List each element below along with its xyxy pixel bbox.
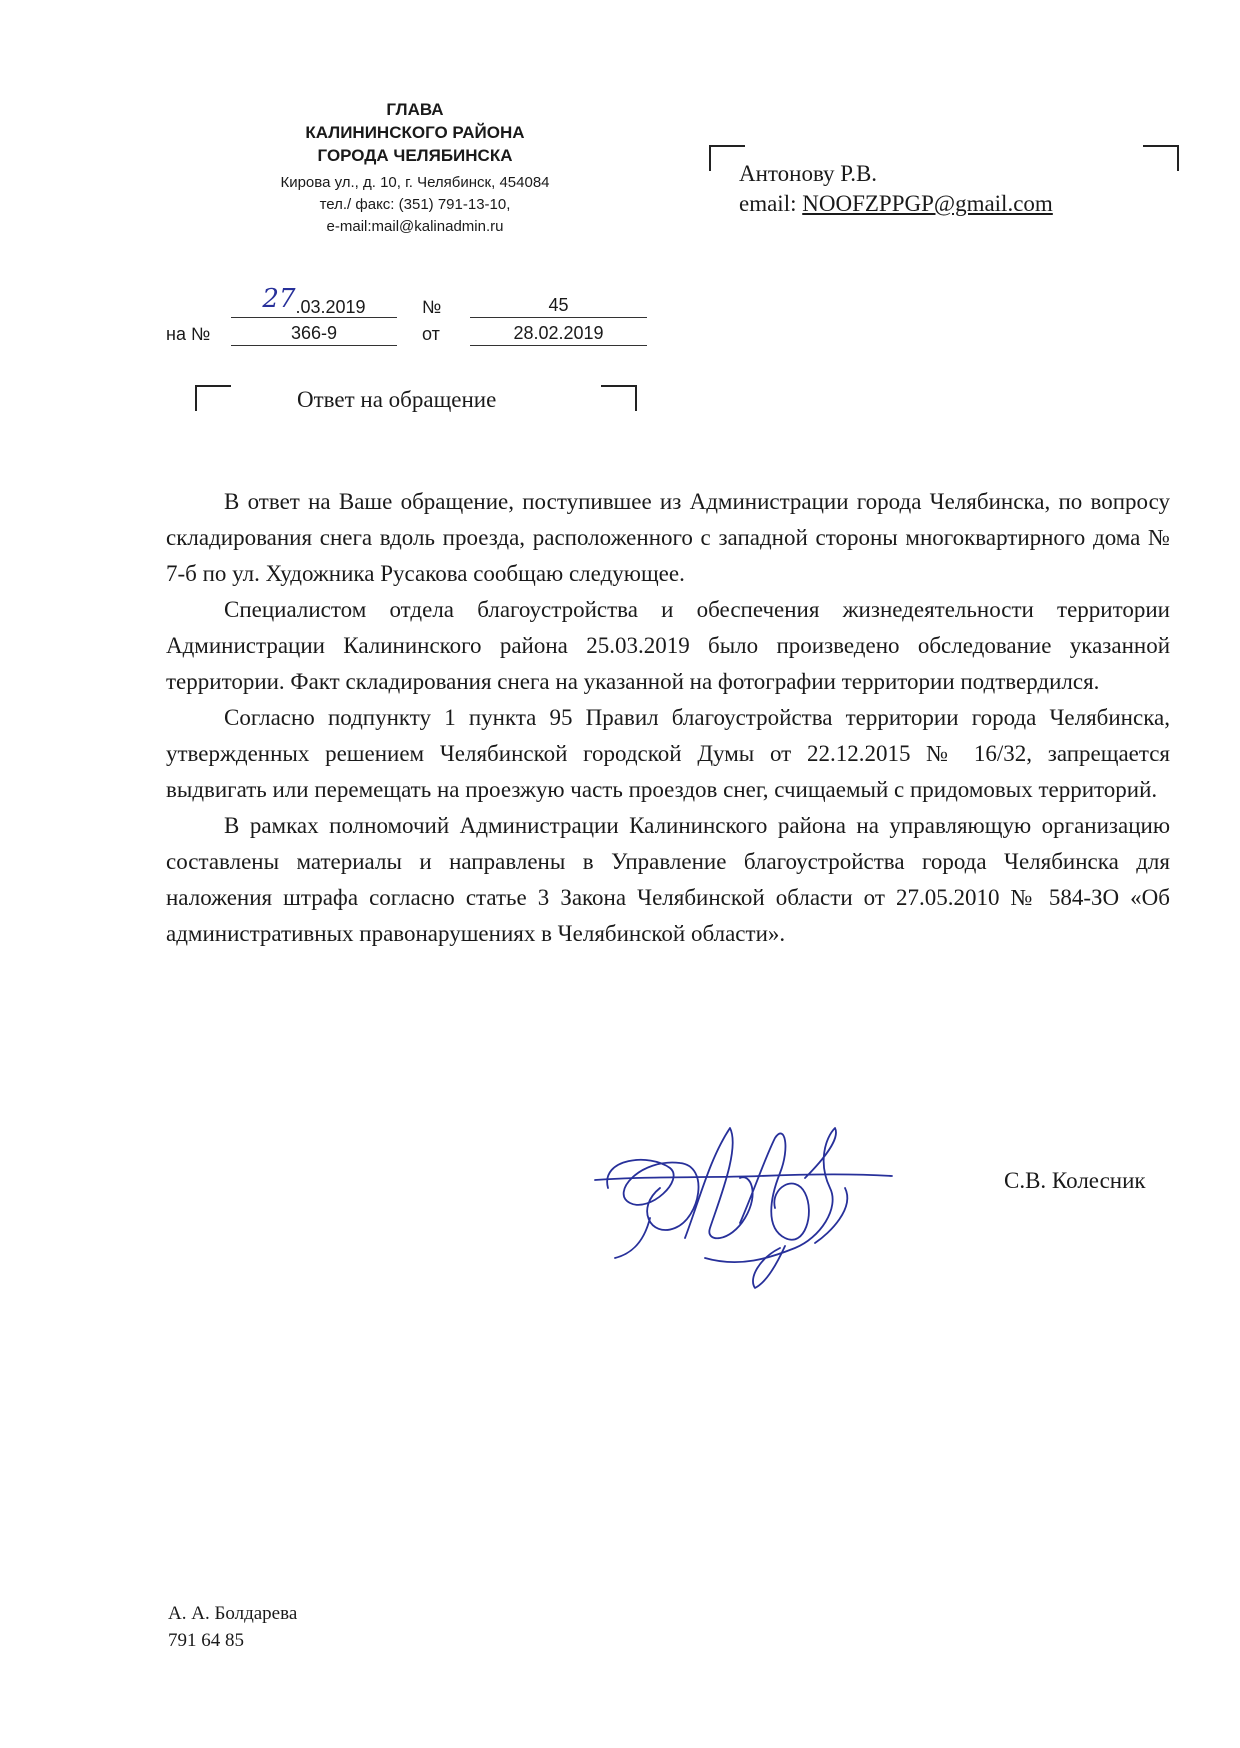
signature-stroke: [615, 1218, 650, 1258]
executor-block: [168, 1600, 297, 1654]
signature-stroke: [607, 1160, 698, 1230]
letterhead: [215, 98, 615, 238]
corner-mark-top-left: [195, 385, 231, 411]
letterhead-org-line3: ГОРОДА ЧЕЛЯБИНСКА: [317, 146, 513, 165]
letterhead-contact: [215, 172, 615, 238]
recipient-email-label: email:: [739, 191, 797, 216]
signature-stroke: [685, 1128, 753, 1238]
letterhead-org-line2: КАЛИНИНСКОГО РАЙОНА: [305, 123, 525, 142]
reg-ref-label: на №: [166, 324, 211, 344]
handwritten-signature: [590, 1118, 900, 1298]
recipient-name: Антонову Р.В.: [739, 161, 878, 186]
body-paragraph: Специалистом отдела благоустройства и обеспечения жизнедеятельности территории Администрации Калининского района 25.03.2019 было произведено обследование указанной территории. Факт складирования снега на указанной на фотографии территории подтвердился.: [166, 597, 1170, 694]
signature-stroke: [753, 1246, 785, 1288]
reg-date-handwritten: 27: [262, 284, 296, 314]
signature-stroke: [815, 1188, 847, 1243]
reg-ref-date: 28.02.2019: [470, 322, 647, 346]
subject-block: [195, 385, 637, 425]
recipient-block: [709, 145, 1179, 230]
signature-stroke: [740, 1133, 809, 1239]
corner-mark-top-right: [601, 385, 637, 411]
corner-mark-top-right: [1143, 145, 1179, 171]
letterhead-address: Кирова ул., д. 10, г. Челябинск, 454084: [280, 174, 550, 191]
body-paragraph: Согласно подпункту 1 пункта 95 Правил благоустройства территории города Челябинска, утвержденных решением Челябинской городской Думы от 22.12.2015 № 16/32, запрещается выдвигать или перемещать на проезжую часть проездов снег, счищаемый с придомовых территорий.: [166, 705, 1170, 802]
reg-number-label: №: [422, 297, 442, 317]
executor-phone: 791 64 85: [168, 1630, 244, 1651]
letterhead-phone: тел./ факс: (351) 791-13-10,: [319, 196, 511, 213]
signer-name: С.В. Колесник: [1004, 1168, 1146, 1193]
letterhead-email: e-mail:mail@kalinadmin.ru: [326, 218, 504, 235]
executor-name: А. А. Болдарева: [168, 1603, 298, 1624]
body-paragraph: В рамках полномочий Администрации Калининского района на управляющую организацию составлены материалы и направлены в Управление благоустройства города Челябинска для наложения штрафа согласно статье 3 Закона Челябинской области от 27.05.2010 № 584-ЗО «Об административных правонарушениях в Челябинской области».: [166, 813, 1170, 946]
reg-ref-number: 366-9: [231, 322, 397, 346]
reg-date-printed: .03.2019: [295, 297, 366, 317]
letter-body: [166, 484, 1170, 952]
subject-title: Ответ на обращение: [297, 387, 497, 412]
reg-date-field: [231, 284, 397, 318]
letterhead-org-line1: ГЛАВА: [386, 100, 444, 119]
reg-number: 45: [470, 294, 647, 318]
reg-from-label: от: [422, 324, 440, 344]
recipient-email-link[interactable]: NOOFZPPGP@gmail.com: [802, 191, 1053, 216]
body-paragraph: В ответ на Ваше обращение, поступившее из Администрации города Челябинска, по вопросу складирования снега вдоль проезда, расположенного с западной стороны многоквартирного дома № 7-б по ул. Художника Русакова сообщаю следующее.: [166, 489, 1170, 586]
recipient-email-line: [739, 191, 1053, 217]
